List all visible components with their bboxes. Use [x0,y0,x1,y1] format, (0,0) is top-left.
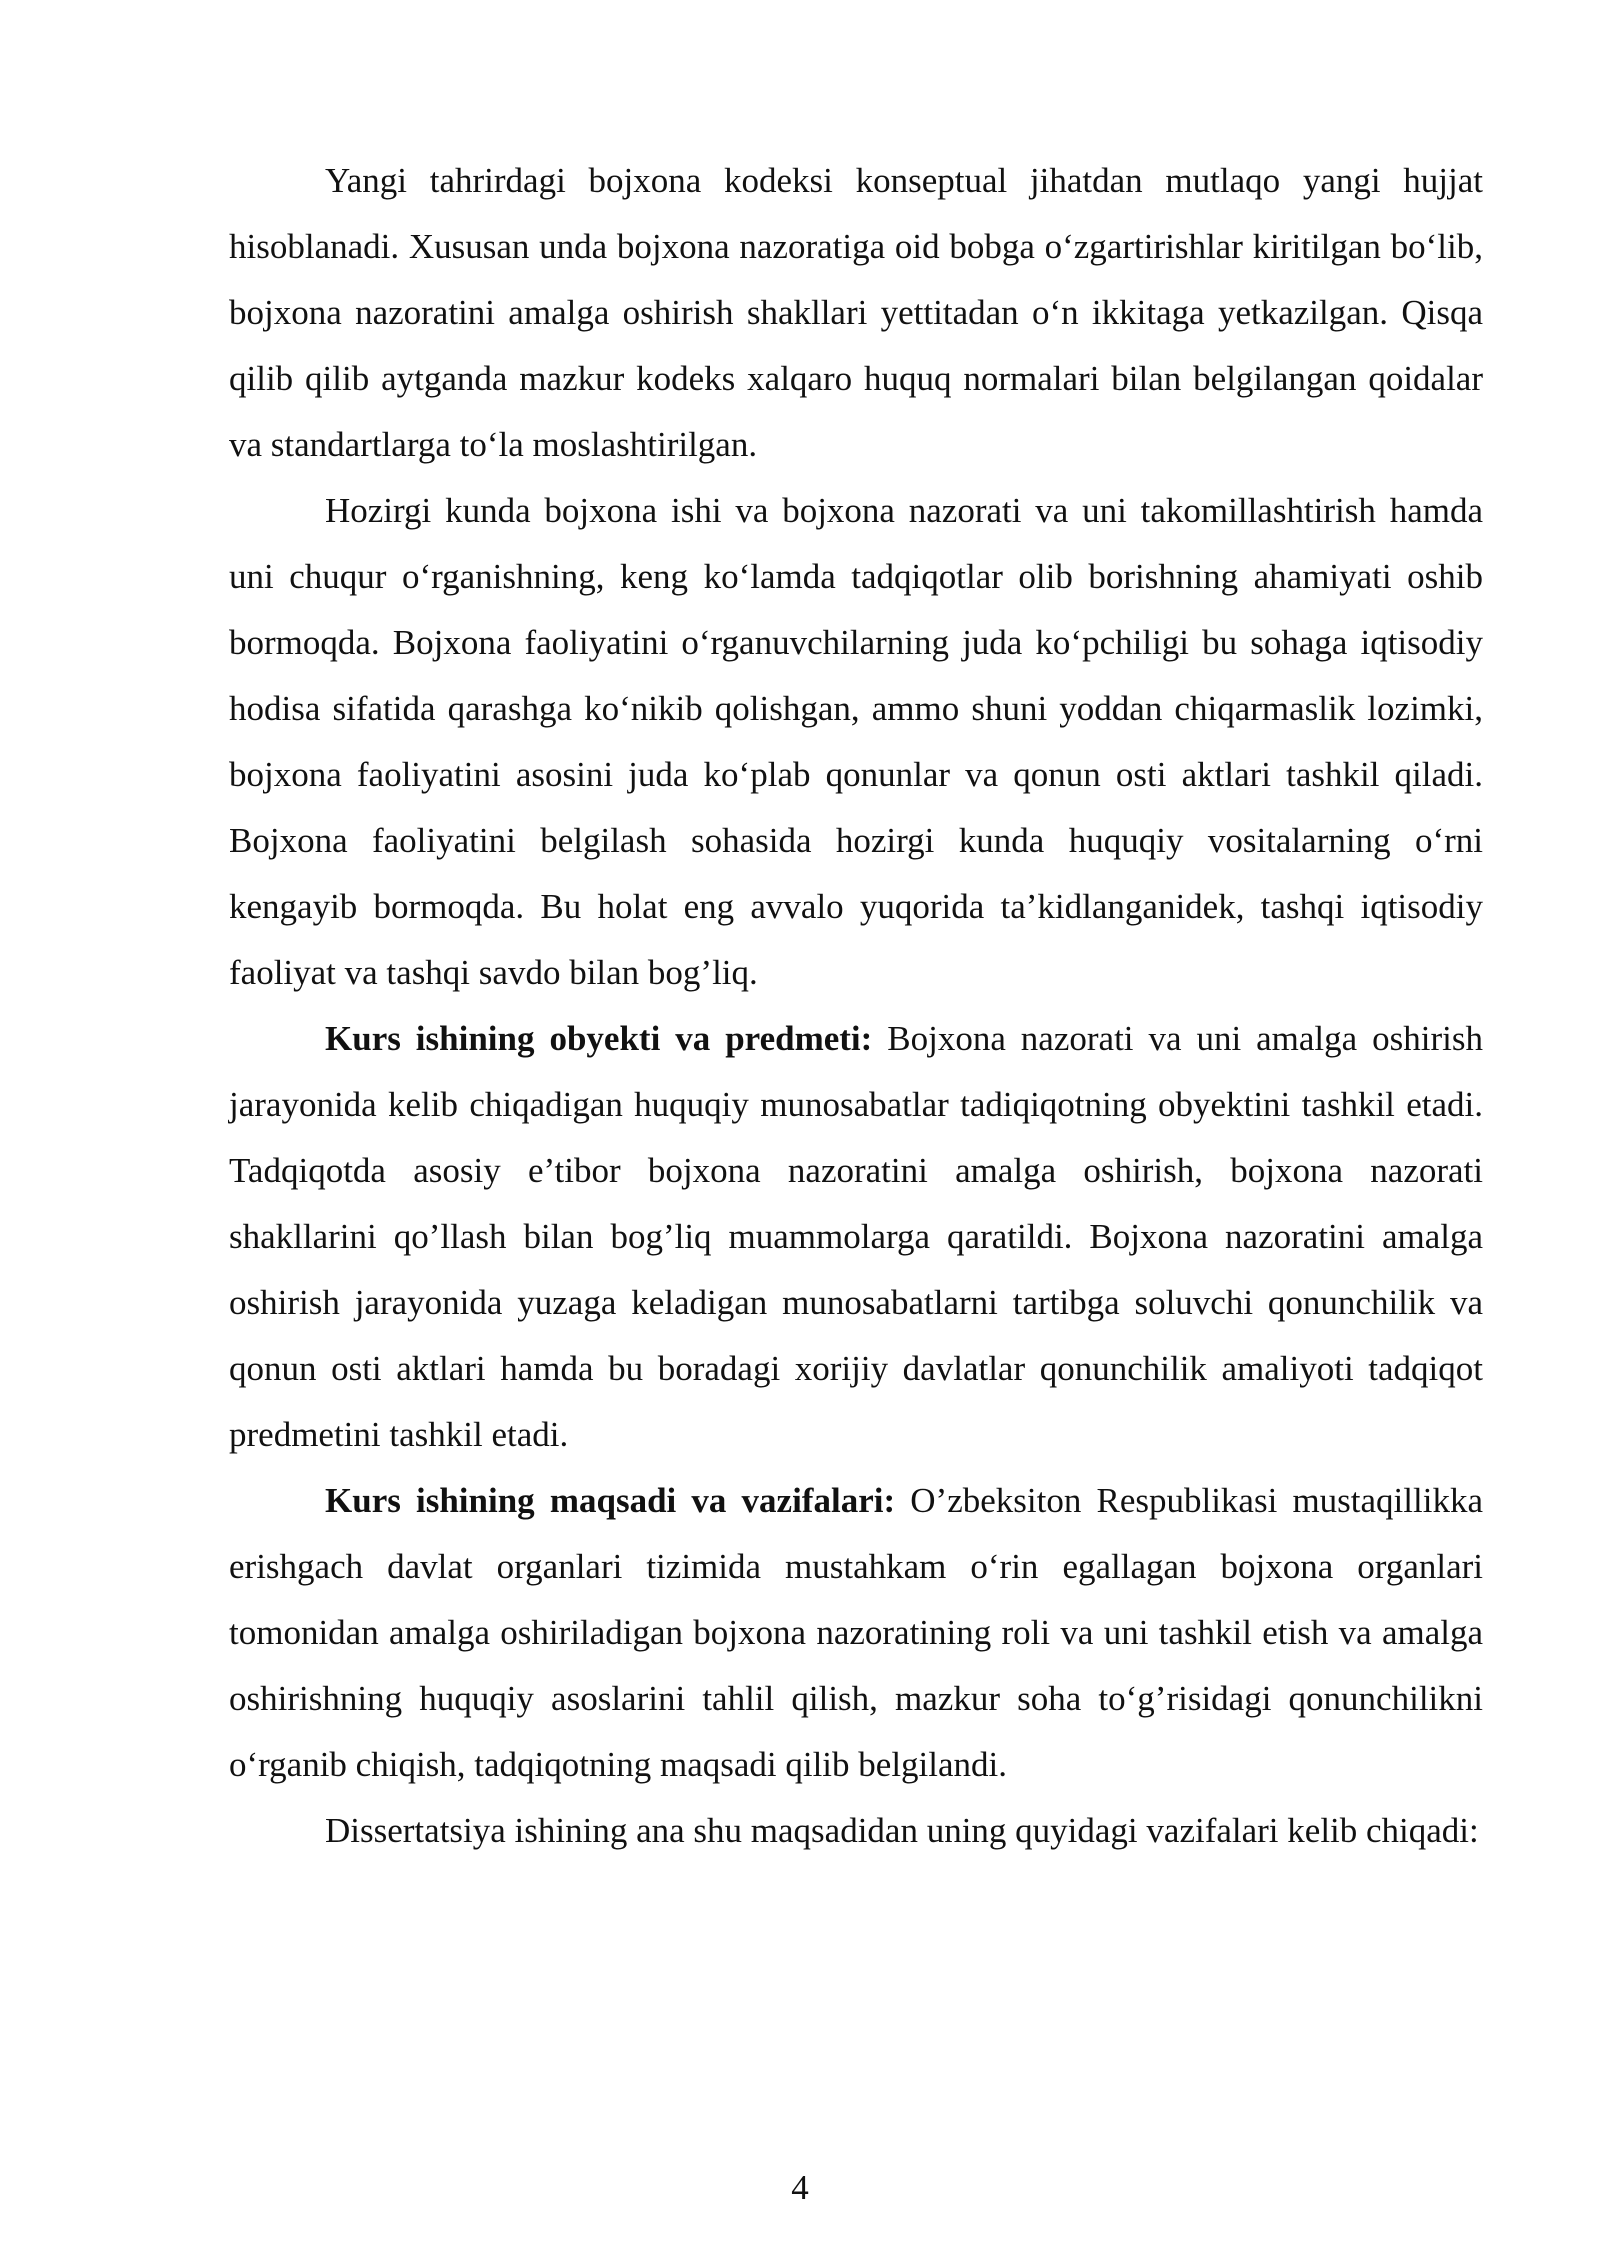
paragraph-text: Dissertatsiya ishining ana shu maqsadidan uning quyidagi vazifalari kelib chiqadi: [325,1811,1479,1850]
paragraph-text: Hozirgi kunda bojxona ishi va bojxona nazorati va uni takomillashtirish hamda uni chuqur o‘rganishning, keng ko‘lamda tadqiqotlar olib borishning ahamiyati oshib bormoqda. Bojxona faoliyatini o‘rganuvchilarning juda ko‘pchiligi bu sohaga iqtisodiy hodisa sifatida qarashga ko‘nikib qolishgan, ammo shuni yoddan chiqarmaslik lozimki, bojxona faoliyatini asosini juda ko‘plab qonunlar va qonun osti aktlari tashkil qiladi. Bojxona faoliyatini belgilash sohasida hozirgi kunda huquqiy vositalarning o‘rni kengayib bormoqda. Bu holat eng avvalo yuqorida ta’kidlanganidek, tashqi iqtisodiy faoliyat va tashqi savdo bilan bog’liq. [229,491,1483,992]
paragraph-text: Bojxona nazorati va uni amalga oshirish jarayonida kelib chiqadigan huquqiy munosabatlar tadiqiqotning obyektini tashkil etadi. Tadqiqotda asosiy e’tibor bojxona nazoratini amalga oshirish, bojxona nazorati shakllarini qo’llash bilan bog’liq muammolarga qaratildi. Bojxona nazoratini amalga oshirish jarayonida yuzaga keladigan munosabatlarni tartibga soluvchi qonunchilik va qonun osti aktlari hamda bu boradagi xorijiy davlatlar qonunchilik amaliyoti tadqiqot predmetini tashkil etadi. [229,1019,1483,1454]
section-heading-object-subject: Kurs ishining obyekti va predmeti: [325,1019,873,1058]
paragraph-current-relevance [229,478,1483,1006]
paragraph-tasks-intro [229,1798,1483,1864]
paragraph-goal-and-tasks [229,1468,1483,1798]
paragraph-new-customs-code [229,148,1483,478]
page-number: 4 [791,2168,809,2207]
section-heading-goal-tasks: Kurs ishining maqsadi va vazifalari: [325,1481,896,1520]
paragraph-object-and-subject [229,1006,1483,1468]
paragraph-text: O’zbeksiton Respublikasi mustaqillikka erishgach davlat organlari tizimida mustahkam o‘rin egallagan bojxona organlari tomonidan amalga oshiriladigan bojxona nazoratining roli va uni tashkil etish va amalga oshirishning huquqiy asoslarini tahlil qilish, mazkur soha to‘g’risidagi qonunchilikni o‘rganib chiqish, tadqiqotning maqsadi qilib belgilandi. [229,1481,1483,1784]
page-body [229,148,1483,1864]
paragraph-text: Yangi tahrirdagi bojxona kodeksi konseptual jihatdan mutlaqo yangi hujjat hisoblanadi. Xususan unda bojxona nazoratiga oid bobga o‘zgartirishlar kiritilgan bo‘lib, bojxona nazoratini amalga oshirish shakllari yettitadan o‘n ikkitaga yetkazilgan. Qisqa qilib qilib aytganda mazkur kodeks xalqaro huquq normalari bilan belgilangan qoidalar va standartlarga to‘la moslashtirilgan. [229,161,1483,464]
